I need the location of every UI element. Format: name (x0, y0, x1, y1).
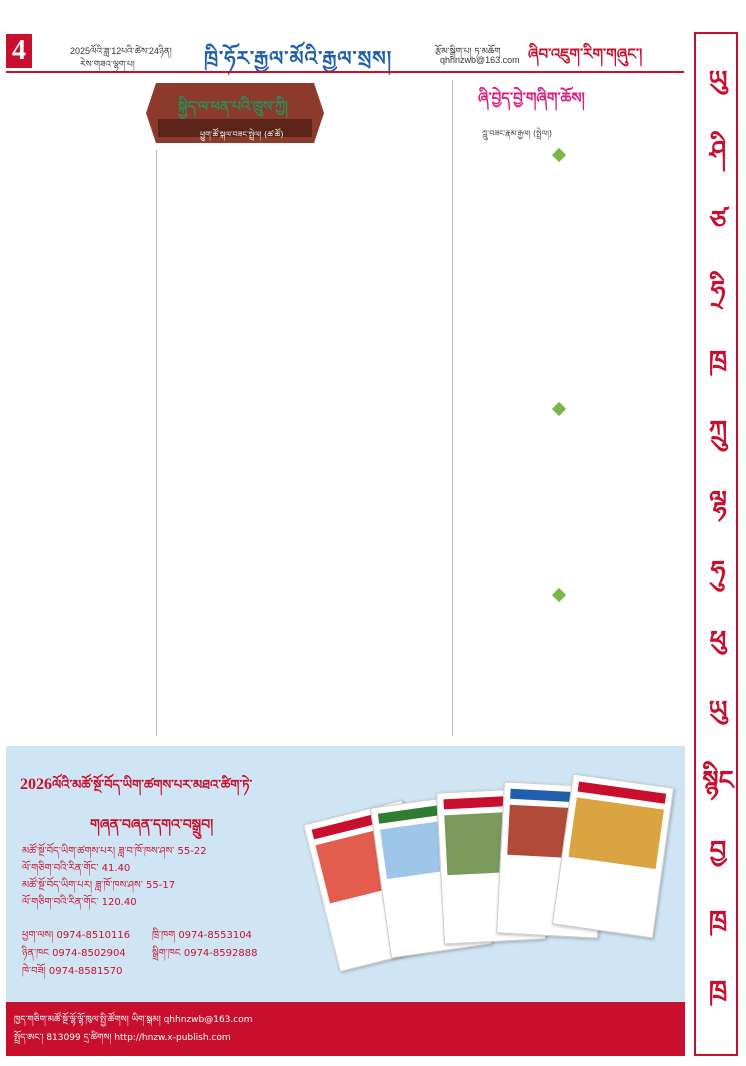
section-name: ཞིབ་འཇུག་རིག་གཞུང་། (528, 45, 643, 63)
ad-phone: ཕྱག་ལས། 0974-8510116 (22, 930, 131, 941)
footer-line-1: ཁྱད་གཅིག་མཚོ་སྔོ་ལྷོ་ལྷོ་ཁུལ་སྤྱི་ཚོགས། ཡིག་སྒམ། qhhnzwb@163.com (14, 1015, 253, 1025)
banner-glyph: ཧུ (710, 556, 726, 586)
feature-title: སྐྱིད་ལ་ཕན་པའི་ཁྲུས་ཀྱི། (178, 99, 289, 115)
newspaper-sheet (552, 774, 674, 939)
vertical-banner (694, 32, 738, 1056)
newspaper-fan-image (300, 770, 680, 996)
editor-name: རྩོམ་སྒྲིག་པ། ཏ་མཆོག (435, 47, 501, 57)
banner-glyph: ཁྲ (708, 906, 728, 936)
banner-glyph: ཙ (709, 206, 727, 236)
banner-glyph: ཕུ (709, 626, 727, 656)
ad-title (20, 770, 252, 807)
banner-glyph: བྱ (709, 836, 727, 866)
right-article-para-1 (458, 164, 686, 250)
right-article-para-3 (458, 418, 686, 578)
article-column-2 (160, 150, 256, 736)
page-title: ཁྲི་ཧོར་རྒྱལ་མོའི་རྒྱལ་སྲས། (204, 46, 393, 70)
issue-weekday: རེས་གཟའ་ལྷག་པ། (80, 60, 135, 70)
banner-glyph: ཡུ (708, 66, 728, 96)
ad-title-year: 2026 (20, 776, 52, 793)
ad-price-line: མཚོ་སྔོ་བོད་ཡིག་པར། ཟླ་ཁོ་ཁས་ཤས་ 55-17 (22, 880, 176, 891)
banner-glyph: ཀྲུ (708, 416, 728, 446)
banner-glyph: ཁྲ (708, 346, 728, 376)
banner-glyph: སྙིང (702, 766, 734, 796)
ad-phone: སྒྲིག་ཁང 0974-8592888 (152, 948, 258, 959)
ad-subtitle: གཞན་བཞན་དགའ་བསྒྲུབ། (90, 817, 214, 833)
editor-email: qhhnzwb@163.com (440, 55, 520, 65)
section-ornament-icon (552, 588, 566, 602)
ad-price-line: ལོ་གཅིག་བའི་རིན་གོང་ 120.40 (22, 897, 137, 908)
ad-price-line: མཚོ་སྔོ་བོད་ཡིག་ཚགས་པར། ཟླ་བ་ཁོ་ཁས་ཤས་ 55-22 (22, 846, 207, 857)
column-divider (452, 80, 453, 736)
footer-line-2: སྤྲོད་ཨང་། 813099 དྲ་ཚིགས། http://hnzw.x-publish.com (14, 1033, 231, 1043)
issue-date: 2025ལོའི་ཟླ་12པའི་ཚེས་24ཉིན། (70, 46, 172, 56)
banner-glyph: ཧྲི (710, 276, 726, 306)
banner-glyph: ལྷ (709, 486, 727, 516)
ad-phone: ཁེ་བཟོ། 0974-8581570 (22, 966, 123, 977)
right-article-para-2 (458, 262, 686, 394)
banner-glyph: ཁྲ (708, 976, 728, 1006)
article-column-3 (262, 150, 340, 736)
ad-phone: ཉིན་ཁང 0974-8502904 (22, 948, 126, 959)
section-ornament-icon (552, 402, 566, 416)
column-divider (156, 150, 157, 736)
article-column-1 (12, 84, 150, 736)
header-divider (6, 71, 684, 73)
ad-title-text: ལོའི་མཚོ་སྔོ་བོད་ཡིག་ཚགས་པར་མཐའ་ཚིག་ཏེ་ (52, 778, 253, 793)
ad-price-line: ལོ་གཅིག་བའི་རིན་གོང་ 41.40 (22, 863, 131, 874)
ad-phone: ཁྲི་ཁག 0974-8553104 (152, 930, 252, 941)
right-article-title: ཞི་བྱེད་བྱེ་གཞིག་ཆོས། (478, 89, 585, 107)
right-article-author: ཀླུ་བཟང་རྣམ་རྒྱལ། (སྤྲེལ།) (482, 129, 553, 138)
right-article-para-4 (458, 606, 686, 738)
page-number: 4 (6, 34, 32, 68)
banner-glyph: ཤི (709, 136, 727, 166)
section-ornament-icon (552, 148, 566, 162)
banner-glyph: ཡུ (708, 696, 728, 726)
article-column-4 (332, 84, 442, 736)
feature-author: ཕྱུག་ཚོ་སྐལ་བཟང་སྤྲེལ། (ཚ་ཚོ) (200, 130, 284, 139)
